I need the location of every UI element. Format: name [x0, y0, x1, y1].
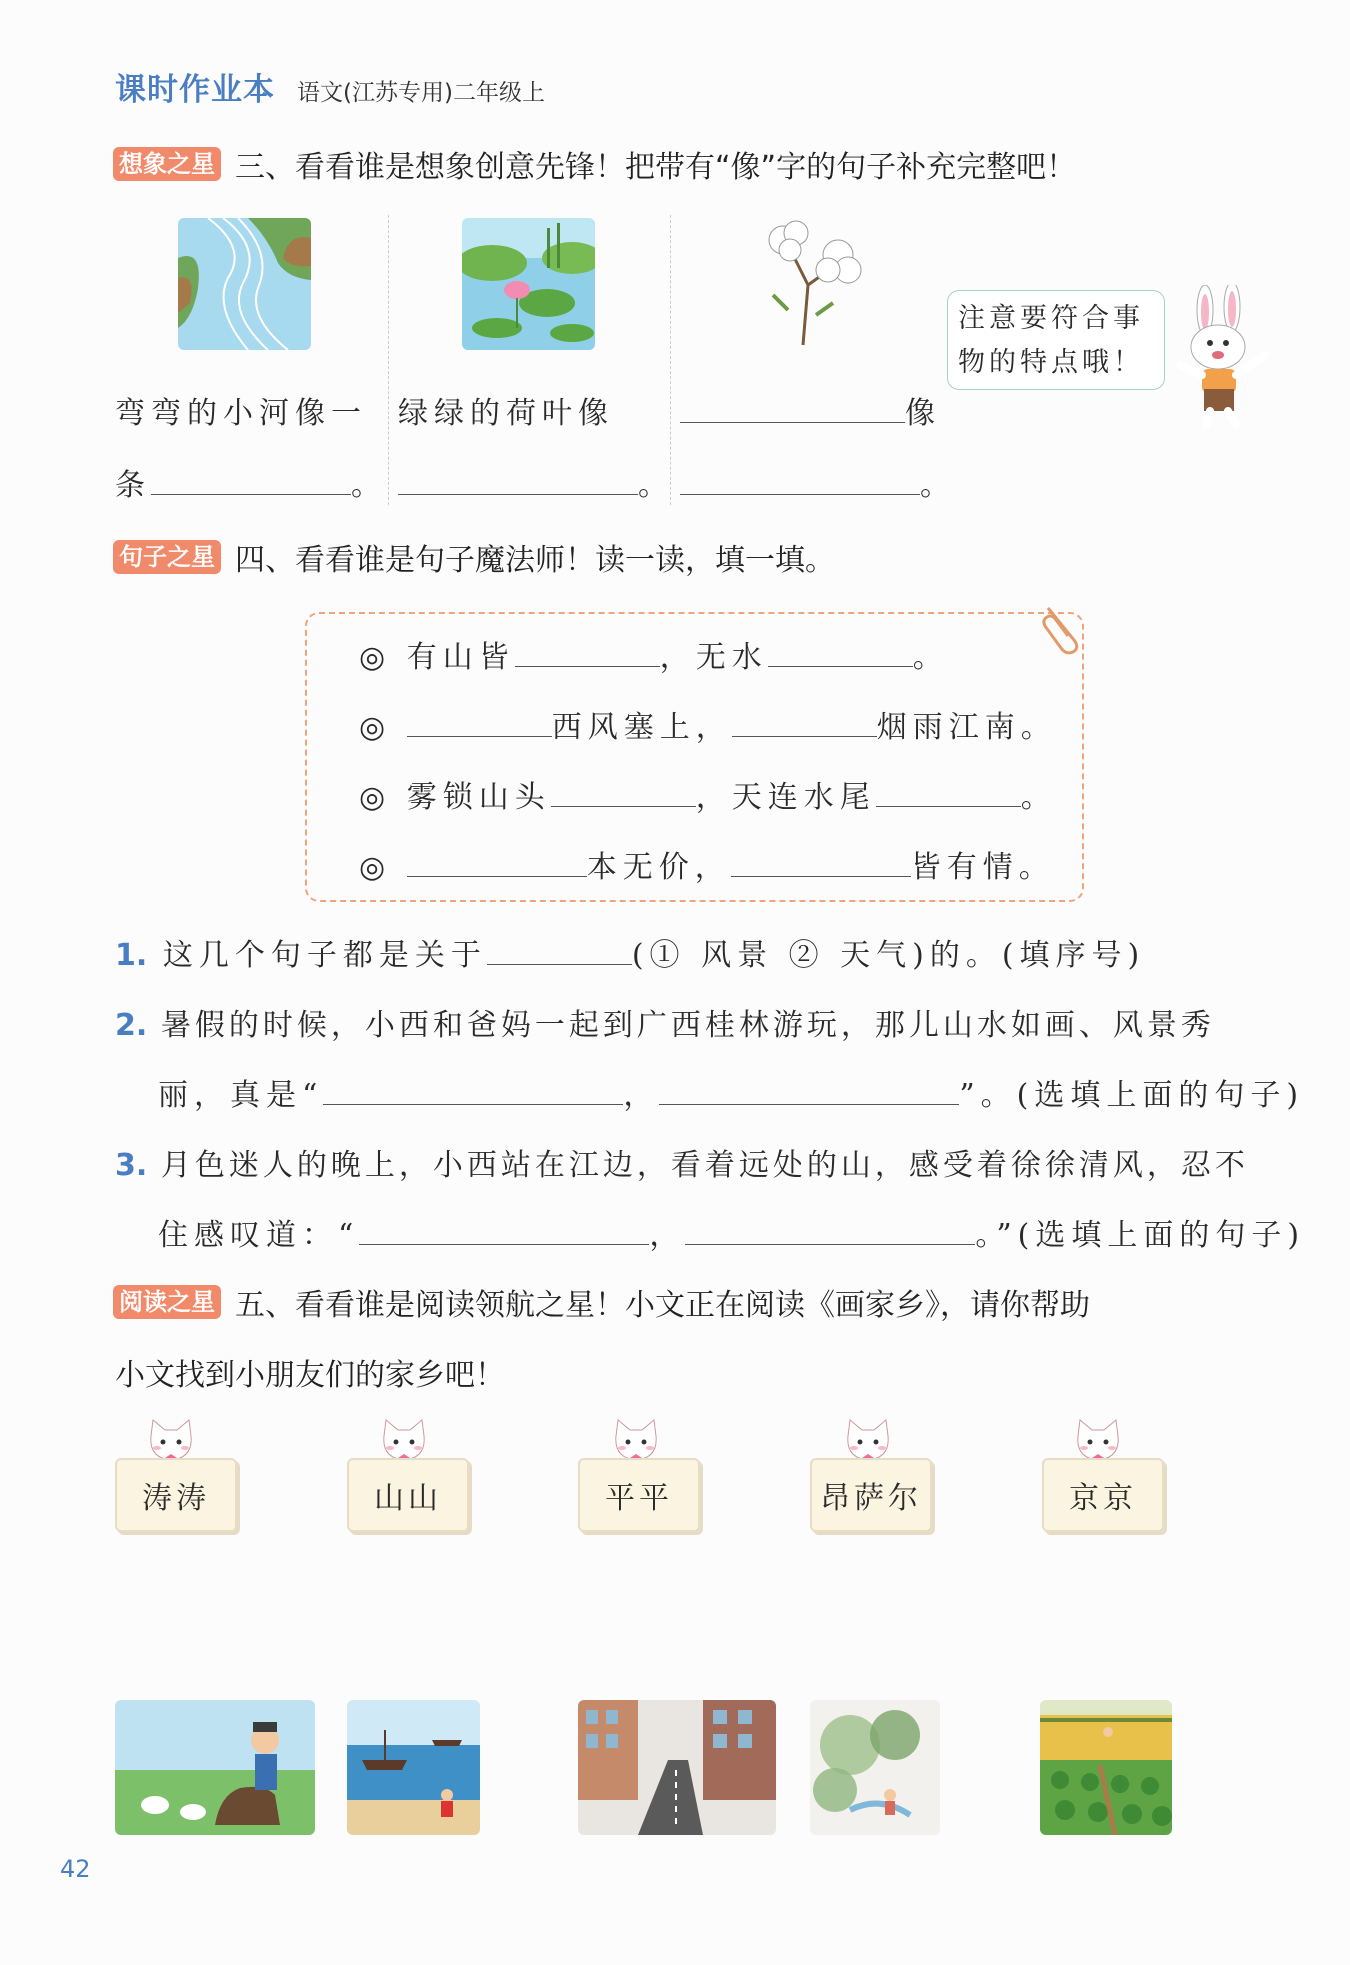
question-2-line1 [115, 1000, 1215, 1044]
poem-line-1 [359, 632, 949, 676]
poem-text: 皆有情。 [910, 850, 1055, 885]
name-card-taotao[interactable]: 涛涛 [115, 1458, 237, 1532]
poem-text: ，天连水尾 [695, 780, 876, 815]
simile-item-3-line2 [680, 460, 956, 504]
simile-item-3-end: 。 [920, 468, 956, 503]
poem-line-3 [359, 772, 1057, 816]
simile-item-1-end: 。 [351, 468, 387, 503]
question-text: ， [623, 1078, 660, 1113]
answer-blank[interactable] [151, 464, 351, 495]
answer-blank[interactable] [732, 706, 877, 737]
answer-blank[interactable] [487, 934, 632, 965]
question-number: 3. [115, 1148, 148, 1183]
cat-icon [145, 1418, 197, 1462]
bullet-icon: ◎ [359, 780, 392, 815]
river-picture [178, 218, 311, 350]
poem-text: 烟雨江南。 [876, 710, 1057, 745]
bullet-icon: ◎ [359, 640, 392, 675]
section3-badge: 想象之星 [113, 147, 221, 181]
question-2-line2 [158, 1070, 1304, 1114]
question-3-line1 [115, 1140, 1249, 1184]
section5-heading [113, 1280, 1090, 1324]
answer-blank[interactable] [731, 846, 911, 877]
scene-grassland-rider[interactable] [115, 1700, 315, 1835]
book-brand: 课时作业本 [115, 72, 275, 108]
page-header [115, 64, 545, 109]
answer-blank[interactable] [407, 846, 587, 877]
poem-box [305, 612, 1084, 902]
poem-line-4 [359, 842, 1055, 886]
question-text: 月色迷人的晚上，小西站在江边，看着远处的山，感受着徐徐清风，忍不 [160, 1148, 1249, 1183]
section4-badge: 句子之星 [113, 540, 221, 574]
answer-blank[interactable] [398, 464, 638, 495]
question-number: 1. [115, 938, 148, 973]
answer-blank[interactable] [359, 1214, 649, 1245]
question-text: 这几个句子都是关于 [162, 938, 487, 973]
name-card-shanshan[interactable]: 山山 [347, 1458, 469, 1532]
simile-item-1-line1: 弯弯的小河像一 [115, 396, 367, 431]
answer-blank[interactable] [768, 636, 913, 667]
section5-title-line2: 小文找到小朋友们的家乡吧！ [115, 1358, 505, 1393]
cat-icon [610, 1418, 662, 1462]
question-text: 。”(选填上面的句子) [975, 1218, 1306, 1253]
scene-mountain-village[interactable] [810, 1700, 940, 1835]
question-text: (① 风景 ② 天气)的。(填序号) [631, 938, 1146, 973]
simile-item-2-end: 。 [638, 468, 674, 503]
poem-line-2 [359, 702, 1057, 746]
cat-icon [1072, 1418, 1124, 1462]
simile-item-3-mid: 像 [905, 396, 941, 431]
section4-title: 四、看看谁是句子魔法师！读一读，填一填。 [235, 543, 835, 578]
section5-badge: 阅读之星 [113, 1285, 221, 1319]
cotton-picture [748, 215, 868, 350]
question-text: 暑假的时候，小西和爸妈一起到广西桂林游玩，那儿山水如画、风景秀 [160, 1008, 1215, 1043]
cat-icon [842, 1418, 894, 1462]
answer-blank[interactable] [659, 1074, 959, 1105]
simile-item-3-line1 [680, 388, 941, 432]
lotus-pond-picture [462, 218, 595, 350]
scene-city-street[interactable] [578, 1700, 776, 1835]
answer-blank[interactable] [551, 776, 696, 807]
question-3-line2 [158, 1210, 1305, 1254]
poem-text: 雾锁山头 [406, 780, 551, 815]
bullet-icon: ◎ [359, 850, 392, 885]
divider [388, 215, 389, 505]
name-card-angsaer[interactable]: 昂萨尔 [810, 1458, 932, 1532]
poem-text: 有山皆 [406, 640, 515, 675]
answer-blank[interactable] [515, 636, 660, 667]
question-text: ， [649, 1218, 686, 1253]
poem-text: ，无水 [659, 640, 768, 675]
section3-heading [113, 142, 1076, 186]
answer-blank[interactable] [680, 392, 905, 423]
book-subject: 语文(江苏专用)二年级上 [297, 80, 545, 106]
tip-line-1: 注意要符合事 [958, 303, 1144, 334]
poem-text: 。 [912, 640, 949, 675]
question-1 [115, 930, 1145, 974]
scene-seaside-boats[interactable] [347, 1700, 480, 1835]
answer-blank[interactable] [876, 776, 1021, 807]
answer-blank[interactable] [323, 1074, 623, 1105]
simile-item-2-line1: 绿绿的荷叶像 [398, 396, 614, 431]
rabbit-mascot [1170, 285, 1275, 430]
section3-title: 三、看看谁是想象创意先锋！把带有“像”字的句子补充完整吧！ [235, 150, 1077, 185]
question-text: ”。(选填上面的句子) [959, 1078, 1305, 1113]
answer-blank[interactable] [685, 1214, 975, 1245]
question-number: 2. [115, 1008, 148, 1043]
simile-item-2-line2 [398, 460, 674, 504]
simile-item-1-prefix: 条 [115, 468, 151, 503]
poem-text: 西风塞上， [551, 710, 732, 745]
question-text: 丽，真是“ [158, 1078, 324, 1113]
paperclip-icon [1040, 600, 1085, 655]
name-card-jingjing[interactable]: 京京 [1042, 1458, 1164, 1532]
page-number: 42 [60, 1855, 91, 1883]
simile-item-1-line2 [115, 460, 387, 504]
section4-heading [113, 535, 835, 579]
name-card-pingping[interactable]: 平平 [578, 1458, 700, 1532]
bullet-icon: ◎ [359, 710, 392, 745]
answer-blank[interactable] [407, 706, 552, 737]
question-text: 住感叹道：“ [158, 1218, 360, 1253]
cat-icon [378, 1418, 430, 1462]
answer-blank[interactable] [680, 464, 920, 495]
poem-text: 。 [1020, 780, 1057, 815]
scene-farmland[interactable] [1040, 1700, 1172, 1835]
tip-line-2: 物的特点哦！ [958, 347, 1144, 378]
tip-bubble [947, 290, 1165, 390]
poem-text: 本无价， [586, 850, 731, 885]
section5-title: 五、看看谁是阅读领航之星！小文正在阅读《画家乡》，请你帮助 [235, 1288, 1090, 1323]
